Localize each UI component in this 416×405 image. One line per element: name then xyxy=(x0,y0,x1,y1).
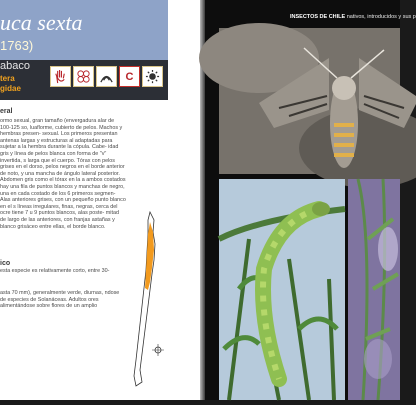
leaf-pattern-icon xyxy=(73,66,94,87)
flower-photo xyxy=(348,179,400,400)
section-heading-lifecycle: ico xyxy=(0,260,11,267)
header-label: INSECTOS DE CHILE xyxy=(290,14,346,20)
caterpillar-photo xyxy=(219,179,345,400)
section-heading-general: eral xyxy=(0,108,13,115)
taxonomy-band xyxy=(0,60,168,100)
common-name: abaco xyxy=(0,60,30,72)
right-page xyxy=(205,0,416,400)
icon-row xyxy=(50,66,163,87)
hand-icon xyxy=(50,66,71,87)
larva-text: asta 70 mm), generalmente verde, diurnas, ndose de especies de Solanáceas. Adultos ores alimentándose sobre flores de un amplio xyxy=(0,290,120,310)
species-title-band xyxy=(0,0,168,60)
header-text: nativos, introducidos y sus p xyxy=(346,14,416,20)
description-text: ormo sexual, gran tamaño (envergadura alar de 100-125 so, luaflorme, cubierto de pelos. Machos y hembras presen- sexual. Los primeros presentan antenas largas y estructuras al adaptadas para sujetar a la hembra durante la cópula. Cabe- idad gris y línea de pelos blanca con forma de "v" invertida, s larga que el cuerpo. Tórax con pelos grises en el dorso, pelos negros en el borde anterior de noto, y una mancha de ángulo lateral posterior. Abdomen gris como el tórax en la a ambos costados hay una fila de puntos blancos y manchas de negro, una en cada costado de los 6 primeros segmen- Alas anteriores grises, con un pequeño punto blanco en el s líneas irregulares, finas, negras, cerca del ocre tiene 7 u 9 puntos blancos, alas poste- mitad de largo de las anteriores, con franjas astañas y blanco grisáceo entre ellas, el borde blanco. xyxy=(0,118,126,230)
letter-c-icon: C xyxy=(119,66,140,87)
order-label: tera xyxy=(0,74,15,83)
sun-icon xyxy=(142,66,163,87)
species-name: uca sexta xyxy=(0,10,83,35)
species-author: 1763) xyxy=(0,38,34,53)
lifecycle-text: esta especie es relativamente corto, entre 30- xyxy=(0,268,110,274)
page-margin xyxy=(168,0,200,400)
moth-photo xyxy=(219,28,400,174)
cluster-icon xyxy=(96,66,117,87)
distribution-map xyxy=(128,210,168,390)
page-header xyxy=(290,14,416,20)
family-label: gidae xyxy=(0,84,21,93)
left-page xyxy=(0,0,200,400)
